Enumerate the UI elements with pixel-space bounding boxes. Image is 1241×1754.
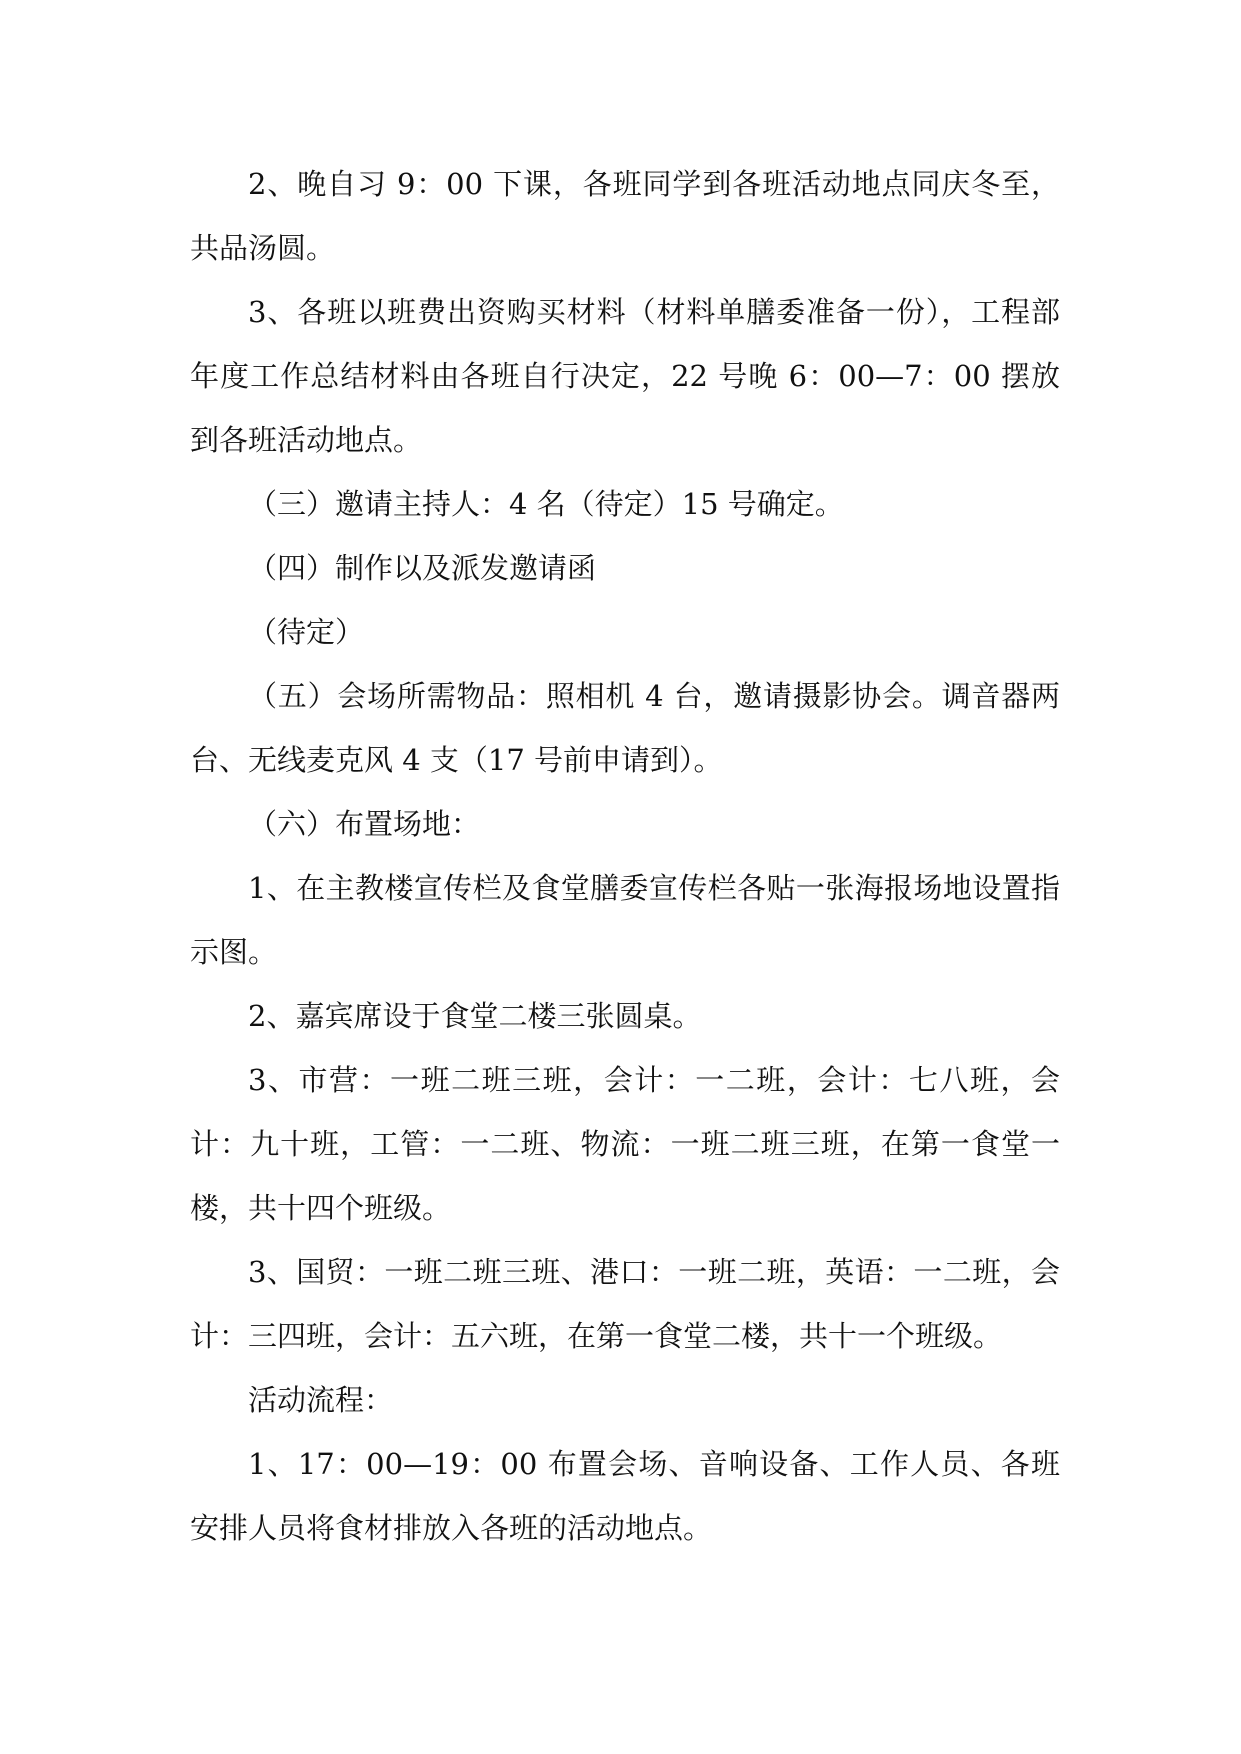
paragraph: 活动流程：	[248, 1383, 394, 1417]
document-body	[190, 152, 1060, 1560]
paragraph: 1、17：00—19：00 布置会场、音响设备、工作人员、各班安排人员将食材排放入各班的活动地点。	[190, 1447, 1060, 1545]
paragraph: 1、在主教楼宣传栏及食堂膳委宣传栏各贴一张海报场地设置指示图。	[190, 871, 1060, 969]
paragraph: 3、市营：一班二班三班，会计：一二班，会计：七八班，会计：九十班，工管：一二班、物流：一班二班三班，在第一食堂一楼，共十四个班级。	[190, 1063, 1060, 1225]
paragraph: （六）布置场地：	[248, 807, 481, 841]
paragraph: 2、嘉宾席设于食堂二楼三张圆桌。	[248, 999, 702, 1033]
paragraph: 3、国贸：一班二班三班、港口：一班二班，英语：一二班，会计：三四班，会计：五六班，在第一食堂二楼，共十一个班级。	[190, 1255, 1060, 1353]
paragraph: （三）邀请主持人：4 名（待定）15 号确定。	[248, 487, 844, 521]
paragraph: （四）制作以及派发邀请函	[248, 551, 597, 585]
paragraph: 2、晚自习 9：00 下课，各班同学到各班活动地点同庆冬至，共品汤圆。	[190, 167, 1060, 265]
paragraph: （待定）	[248, 615, 365, 649]
paragraph: 3、各班以班费出资购买材料（材料单膳委准备一份），工程部年度工作总结材料由各班自行决定，22 号晚 6：00—7：00 摆放到各班活动地点。	[190, 295, 1060, 457]
paragraph: （五）会场所需物品：照相机 4 台，邀请摄影协会。调音器两台、无线麦克风 4 支（17 号前申请到）。	[190, 679, 1060, 777]
